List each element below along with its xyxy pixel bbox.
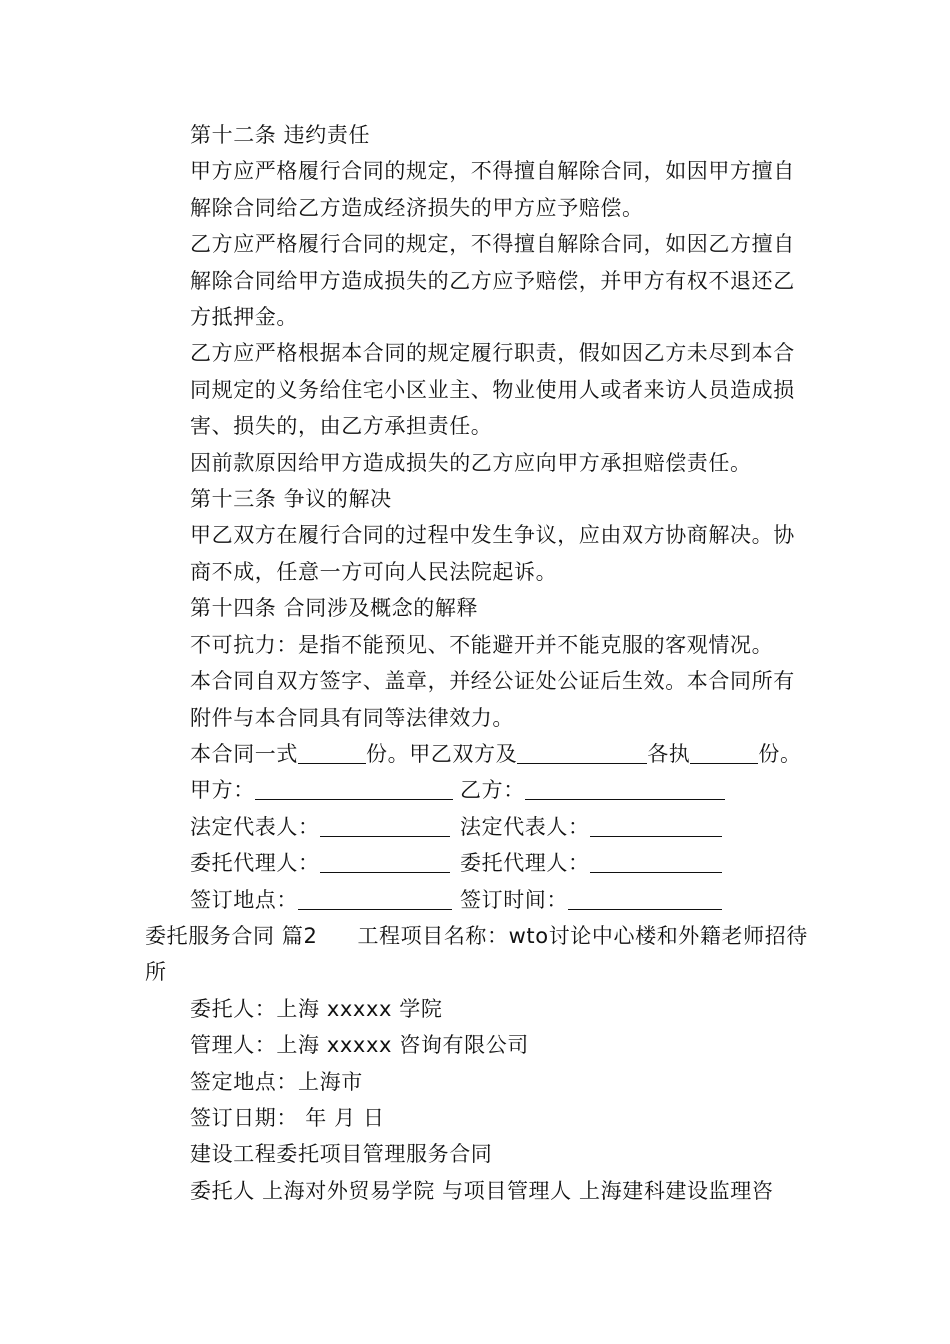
client-line: 委托人：上海 xxxxx 学院: [190, 996, 443, 1021]
project-name: 工程项目名称：wto讨论中心楼和外籍老师招待所: [145, 923, 808, 985]
contract-title: 建设工程委托项目管理服务合同: [190, 1142, 493, 1167]
article-12-paragraph-4: 因前款原因给甲方造成损失的乙方应向甲方承担赔偿责任。: [190, 450, 752, 475]
signature-row-agent: [190, 845, 810, 881]
sign-time-blank: [568, 887, 722, 910]
copies-text-3: 各执: [647, 741, 691, 766]
signature-row-parties: [190, 772, 810, 808]
agent-b-blank: [590, 850, 722, 873]
article-13-title: 第十三条 争议的解决: [190, 487, 392, 512]
article-14-paragraph-1: 不可抗力：是指不能预见、不能避开并不能克服的客观情况。: [190, 632, 774, 657]
article-12-paragraph-3: 乙方应严格根据本合同的规定履行职责，假如因乙方未尽到本合同规定的义务给住宅小区业主、物业使用人或者来访人员造成损害、损失的，由乙方承担责任。: [190, 341, 795, 439]
manager-line: 管理人：上海 xxxxx 咨询有限公司: [190, 1033, 529, 1058]
sign-place-line: 签定地点：上海市: [190, 1069, 363, 1094]
agent-a-label: 委托代理人：: [190, 851, 320, 876]
party-a-blank: [255, 777, 453, 800]
copies-blank-3: [690, 741, 758, 764]
part-2-heading-line: [145, 918, 810, 991]
article-12-paragraph-2: 乙方应严格履行合同的规定，不得擅自解除合同，如因乙方擅自解除合同给甲方造成损失的乙方应予赔偿，并甲方有权不退还乙方抵押金。: [190, 232, 795, 330]
signature-row-place-time: [190, 882, 810, 918]
rep-a-blank: [320, 814, 450, 837]
copies-text-1: 本合同一式: [190, 741, 298, 766]
article-12-title: 第十二条 违约责任: [190, 123, 371, 147]
party-a-label: 甲方：: [190, 778, 255, 803]
sign-time-label: 签订时间：: [460, 887, 568, 912]
copies-blank-2: [517, 741, 647, 764]
rep-a-label: 法定代表人：: [190, 814, 320, 839]
contract-intro: 委托人 上海对外贸易学院 与项目管理人 上海建科建设监理咨: [190, 1178, 774, 1203]
rep-b-label: 法定代表人：: [460, 814, 590, 839]
article-13-paragraph-1: 甲乙双方在履行合同的过程中发生争议，应由双方协商解决。协商不成，任意一方可向人民法院起诉。: [190, 523, 795, 584]
article-14-title: 第十四条 合同涉及概念的解释: [190, 596, 479, 621]
party-b-blank: [525, 777, 725, 800]
party-b-label: 乙方：: [460, 778, 525, 803]
sign-place-blank: [298, 887, 452, 910]
agent-b-label: 委托代理人：: [460, 851, 590, 876]
article-14-paragraph-2: 本合同自双方签字、盖章，并经公证处公证后生效。本合同所有附件与本合同具有同等法律效力。: [190, 669, 795, 730]
agent-a-blank: [320, 850, 450, 873]
article-12-paragraph-1: 甲方应严格履行合同的规定，不得擅自解除合同，如因甲方擅自解除合同给乙方造成经济损失的甲方应予赔偿。: [190, 159, 795, 220]
rep-b-blank: [590, 814, 722, 837]
copies-line: [145, 736, 810, 772]
signature-row-representative: [190, 809, 810, 845]
copies-text-4: 份。: [758, 741, 802, 766]
copies-text-2: 份。甲乙双方及: [366, 741, 518, 766]
sign-place-label: 签订地点：: [190, 887, 298, 912]
sign-date-line: 签订日期： 年 月 日: [190, 1105, 385, 1130]
copies-blank-1: [298, 741, 366, 764]
signature-block: [145, 772, 810, 918]
part-2-heading: 委托服务合同 篇2: [145, 923, 318, 948]
document-page: [145, 117, 810, 1209]
